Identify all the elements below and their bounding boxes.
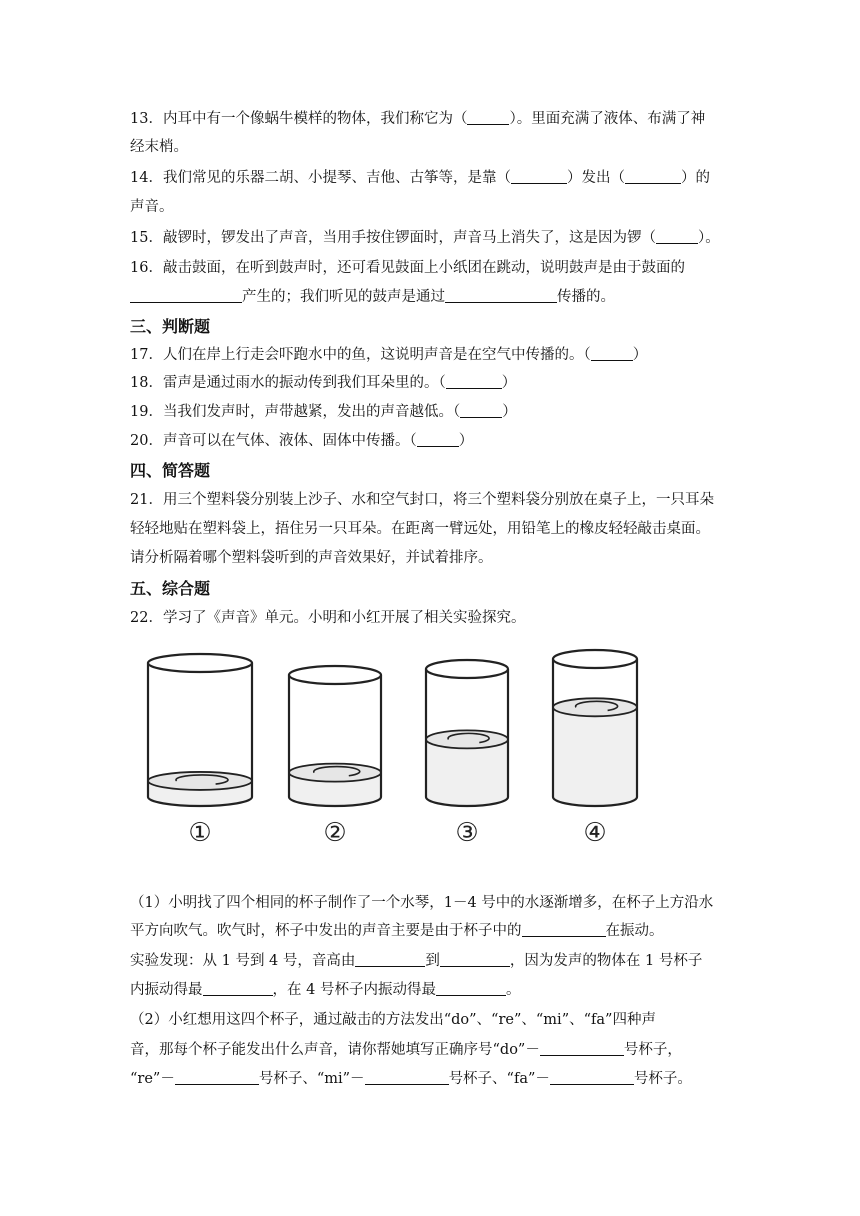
q22-blank-do[interactable] [540,1041,624,1056]
q22-p1-line4: 内振动得最 ，在 4 号杯子内振动得最 。 [130,982,521,998]
section-3-title: 三、判断题 [130,317,211,336]
q22-p1-line3: 实验发现：从 1 号到 4 号，音高由 到 ，因为发声的物体在 1 号杯子 [130,953,703,969]
section-4-title: 四、简答题 [130,461,211,480]
q15-blank[interactable] [656,229,698,244]
q22-blank-mi[interactable] [365,1070,449,1085]
q17-blank[interactable] [591,346,633,361]
cup-4-water [553,707,637,806]
q21-line1: 21．用三个塑料袋分别装上沙子、水和空气封口，将三个塑料袋分别放在桌子上，一只耳朵 [130,492,714,508]
q16-blank-2[interactable] [445,288,557,303]
q22-blank-re[interactable] [175,1070,259,1085]
cup-1-label: ① [188,818,212,848]
cup-2-rim [289,666,381,684]
q15-line1: 15．敲锣时，锣发出了声音，当用手按住锣面时，声音马上消失了，这是因为锣（ ）。 [130,230,720,246]
q22-blank-vibrating[interactable] [522,922,606,937]
q21-line2: 轻轻地贴在塑料袋上，捂住另一只耳朵。在距离一臂远处，用铅笔上的橡皮轻轻敲击桌面。 [130,521,710,537]
q13-blank[interactable] [467,110,509,125]
q22-p1-line1: （1）小明找了四个相同的杯子制作了一个水琴，1－4 号中的水逐渐增多，在杯子上方沿水 [130,895,714,911]
four-cups-figure [140,645,660,860]
q19: 19．当我们发声时，声带越紧，发出的声音越低。（ ） [130,404,517,420]
q22-p2-line2: 音，那每个杯子能发出什么声音，请你帮她填写正确序号“do”－ 号杯子， [130,1042,682,1058]
cup-3-water [426,739,508,806]
q13-line2: 经末梢。 [130,139,188,155]
q17: 17．人们在岸上行走会吓跑水中的鱼，这说明声音是在空气中传播的。（ ） [130,347,648,363]
section-5-title: 五、综合题 [130,579,211,598]
q22-blank-cup4[interactable] [436,981,506,996]
q22-intro: 22．学习了《声音》单元。小明和小红开展了相关实验探究。 [130,610,526,626]
q22-blank-pitch-to[interactable] [440,952,510,967]
cup-2-label: ② [323,818,347,848]
cup-4-label: ④ [583,818,607,848]
cup-1-rim [148,654,252,672]
q20: 20．声音可以在气体、液体、固体中传播。（ ） [130,433,474,449]
cup-3-rim [426,660,508,678]
q16-blank-1[interactable] [130,288,242,303]
q13-line1: 13．内耳中有一个像蜗牛模样的物体，我们称它为（ ）。里面充满了液体、布满了神 [130,111,706,127]
q19-blank[interactable] [460,403,502,418]
q20-blank[interactable] [417,432,459,447]
q14-blank-1[interactable] [511,169,567,184]
q18: 18．雷声是通过雨水的振动传到我们耳朵里的。（ ） [130,375,517,391]
q16-line1: 16．敲击鼓面，在听到鼓声时，还可看见鼓面上小纸团在跳动，说明鼓声是由于鼓面的 [130,260,685,276]
q14-blank-2[interactable] [625,169,681,184]
q14-line2: 声音。 [130,199,174,215]
q22-blank-cup1[interactable] [203,981,273,996]
q22-blank-fa[interactable] [550,1070,634,1085]
q22-p1-line2: 平方向吹气。吹气时，杯子中发出的声音主要是由于杯子中的 在振动。 [130,923,664,939]
cup-4-rim [553,650,637,668]
q16-line2: 产生的；我们听见的鼓声是通过 传播的。 [130,287,615,307]
q14-line1: 14．我们常见的乐器二胡、小提琴、吉他、古筝等，是靠（ ）发出（ ）的 [130,170,710,186]
q21-line3: 请分析隔着哪个塑料袋听到的声音效果好，并试着排序。 [130,550,493,566]
q22-p2-line3: “re”－ 号杯子、“mi”－ 号杯子、“fa”－ 号杯子。 [130,1071,692,1087]
q22-blank-pitch-from[interactable] [355,952,425,967]
q22-p2-line1: （2）小红想用这四个杯子，通过敲击的方法发出“do”、“re”、“mi”、“fa”四种声 [130,1012,656,1028]
cup-3-label: ③ [455,818,479,848]
q18-blank[interactable] [446,374,502,389]
